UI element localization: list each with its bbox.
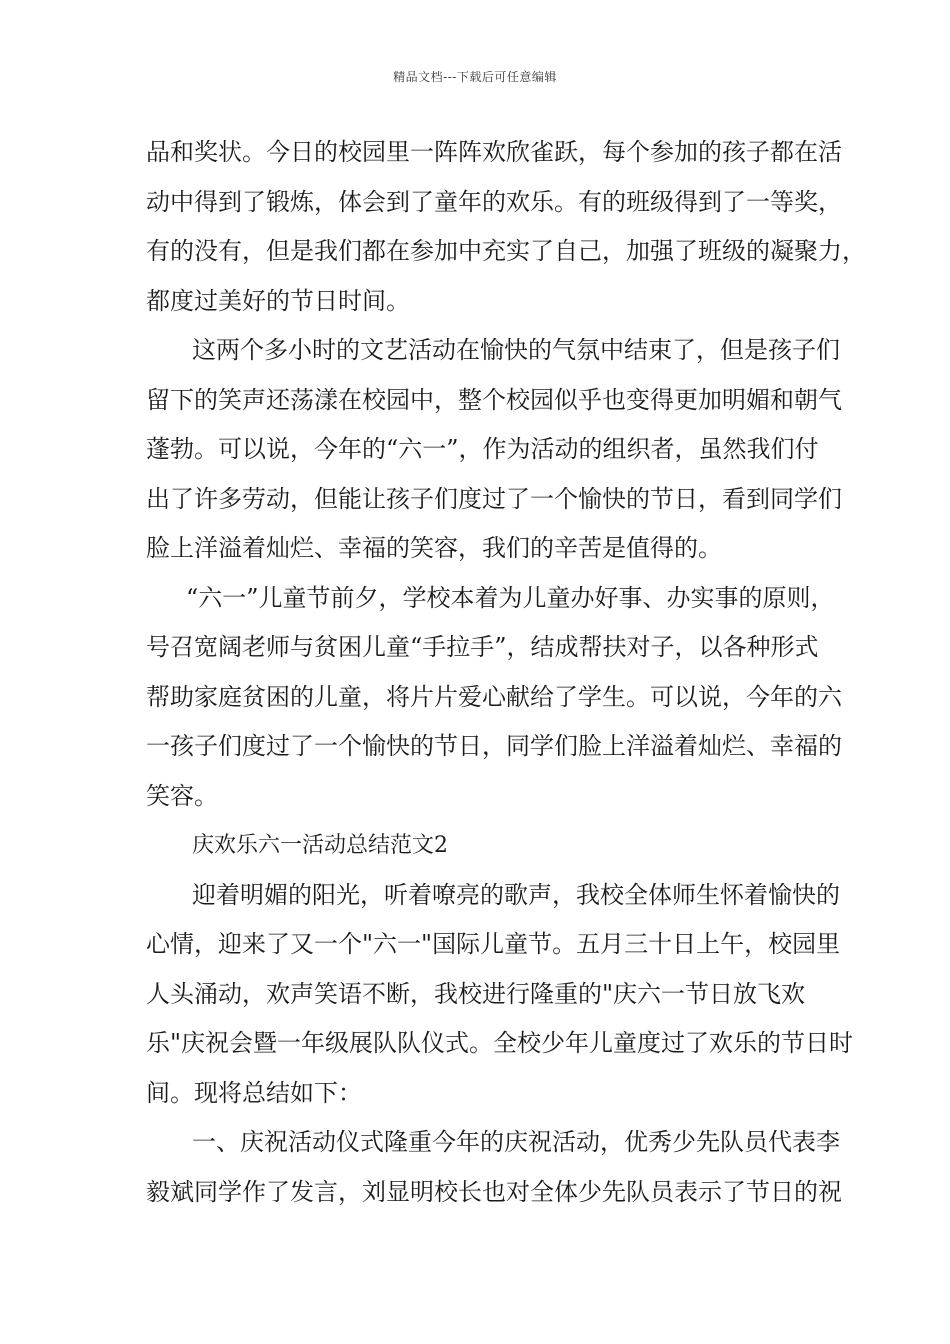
- text-line: 笑容。: [146, 781, 218, 810]
- paragraph-6: [146, 1118, 842, 1217]
- text-line: 帮助家庭贫困的儿童，将片片爱心献给了学生。可以说，今年的六: [146, 682, 842, 711]
- text-line: 脸上洋溢着灿烂、幸福的笑容，我们的辛苦是值得的。: [146, 534, 722, 562]
- paragraph-5: [146, 871, 854, 1119]
- text-line: 间。现将总结如下：: [146, 1078, 362, 1107]
- paragraph-2: [146, 326, 842, 574]
- text-line: 迎着明媚的阳光，听着嘹亮的歌声，我校全体师生怀着愉快的: [192, 880, 840, 909]
- text-line: 品和奖状。今日的校园里一阵阵欢欣雀跃，每个参加的孩子都在活: [146, 138, 842, 166]
- paragraph-1: [146, 128, 866, 326]
- text-line: 都度过美好的节日时间。: [146, 286, 410, 315]
- text-line: 乐"庆祝会暨一年级展队队仪式。全校少年儿童度过了欢乐的节日时: [146, 1029, 854, 1057]
- text-line: “六一”儿童节前夕，学校本着为儿童办好事、办实事的原则，: [186, 583, 835, 612]
- text-line: 毅斌同学作了发言，刘显明校长也对全体少先队员表示了节日的祝: [146, 1177, 842, 1206]
- text-line: 这两个多小时的文艺活动在愉快的气氛中结束了，但是孩子们: [192, 336, 840, 364]
- text-line: 留下的笑声还荡漾在校园中，整个校园似乎也变得更加明媚和朝气: [146, 385, 842, 414]
- text-line: 一、庆祝活动仪式隆重今年的庆祝活动，优秀少先队员代表李: [192, 1128, 840, 1156]
- text-line: 出了许多劳动，但能让孩子们度过了一个愉快的节日，看到同学们: [146, 484, 842, 513]
- document-body: [146, 128, 866, 1217]
- page-header: 精品文档---下载后可任意编辑: [393, 70, 557, 84]
- text-line: 人头涌动，欢声笑语不断，我校进行隆重的"庆六一节日放飞欢: [146, 979, 806, 1008]
- text-line: 动中得到了锻炼，体会到了童年的欢乐。有的班级得到了一等奖，: [146, 187, 842, 216]
- text-line: 心情，迎来了又一个"六一"国际儿童节。五月三十日上午，校园里: [146, 930, 841, 958]
- text-line: 蓬勃。可以说，今年的“六一”，作为活动的组织者，虽然我们付: [146, 435, 819, 463]
- text-line: 号召宽阔老师与贫困儿童“手拉手”，结成帮扶对子，以各种形式: [146, 633, 819, 661]
- section-heading: [146, 821, 826, 871]
- section-title: 庆欢乐六一活动总结范文2: [192, 833, 448, 858]
- paragraph-3: [146, 574, 842, 822]
- text-line: 有的没有，但是我们都在参加中充实了自己，加强了班级的凝聚力，: [146, 237, 866, 265]
- text-line: 一孩子们度过了一个愉快的节日，同学们脸上洋溢着灿烂、幸福的: [146, 732, 842, 760]
